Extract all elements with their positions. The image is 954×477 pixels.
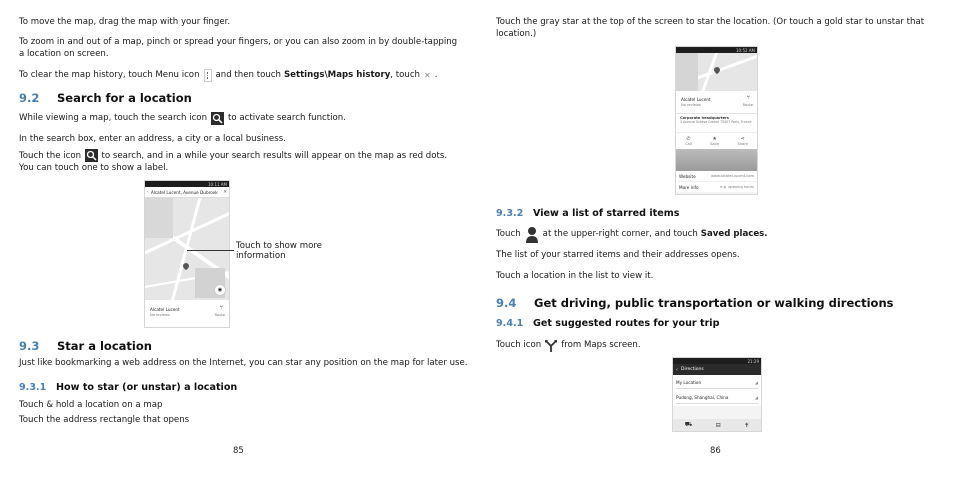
save-button[interactable]: ★ Save	[710, 136, 720, 146]
para-address-rect: Touch the address rectangle that opens	[19, 415, 190, 425]
para-move-map: To move the map, drag the map with your finger.	[19, 17, 231, 27]
heading-9-2: 9.2 Search for a location	[19, 91, 192, 105]
para-list-opens: The list of your starred items and their addresses opens.	[496, 250, 740, 260]
para-touch-account: Touch at the upper-right corner, and touch Saved places.	[496, 226, 768, 244]
website-row[interactable]: Website www.alcatel-lucent.com	[676, 171, 757, 182]
status-bar: 21:29	[673, 358, 761, 364]
edit-icon: ◢	[754, 380, 758, 385]
star-icon: ★	[712, 136, 717, 142]
route-icon: ⑂	[219, 304, 223, 311]
close-icon: ✕	[424, 70, 431, 80]
heading-9-3: 9.3 Star a location	[19, 339, 152, 353]
from-field[interactable]: My Location ◢	[676, 377, 758, 389]
share-button[interactable]: ⋖ Share	[737, 136, 748, 146]
heading-9-3-2: 9.3.2 View a list of starred items	[496, 208, 680, 219]
map-view	[145, 198, 229, 300]
search-icon	[85, 149, 98, 162]
directions-header: ‹ Directions	[673, 364, 761, 375]
page-number: 85	[233, 446, 244, 456]
edit-icon: ◢	[754, 395, 758, 400]
para-gray-star: Touch the gray star at the top of the screen to star the location. (Or touch a gold star to unstar that location.)	[496, 17, 925, 39]
car-icon[interactable]: ⛟	[684, 421, 693, 428]
route-fields	[673, 375, 761, 406]
callout-line	[187, 250, 234, 251]
directions-icon	[544, 339, 558, 353]
back-icon[interactable]: ‹	[676, 366, 678, 373]
heading-9-4: 9.4 Get driving, public transportation or walking directions	[496, 296, 894, 310]
result-card: Alcatel Lucent No reviews ⑂ Route	[145, 300, 229, 328]
para-clear-history: To clear the map history, touch Menu icon and then touch Settings\Maps history , touch ✕ .	[19, 69, 464, 82]
place-card: Alcatel Lucent No reviews ⑂ Route	[676, 91, 757, 114]
page-number: 86	[710, 446, 721, 456]
call-button[interactable]: ✆ Call	[685, 136, 692, 146]
share-icon: ⋖	[740, 136, 745, 142]
place-details-screenshot	[675, 46, 758, 195]
search-icon	[211, 112, 224, 125]
heading-9-3-1: 9.3.1 How to star (or unstar) a location	[19, 382, 238, 393]
back-icon: ‹	[147, 189, 149, 195]
route-icon: ⑂	[746, 94, 750, 101]
status-bar: 10:52 AM	[676, 47, 757, 53]
para-view-location: Touch a location in the list to view it.	[496, 271, 654, 281]
hq-section: Corporate headquarters 3 Avenue Octave Greard 75007 Paris, France	[676, 114, 757, 132]
para-zoom: To zoom in and out of a map, pinch or spread your fingers, or you can also zoom in by double-tapping a location on screen.	[19, 37, 458, 59]
map-view	[676, 53, 757, 91]
phone-icon: ✆	[686, 136, 691, 142]
street-view-image	[676, 149, 757, 171]
para-star: Just like bookmarking a web address on the Internet, you can star any position on the map for later use.	[19, 358, 468, 368]
to-field[interactable]: Pudong, Shanghai, China ◢	[676, 392, 758, 404]
my-location-icon: ◉	[214, 284, 226, 296]
menu-icon	[204, 69, 212, 82]
directions-screenshot	[672, 357, 762, 432]
person-icon	[525, 226, 539, 244]
bus-icon[interactable]: ⊟	[715, 421, 721, 429]
para-touch-icon: Touch the icon to search, and in a while your search results will appear on the map as red dots. You can touch one to show a label.	[19, 151, 448, 173]
transport-mode-tabs	[673, 419, 761, 431]
search-bar: ‹ Alcatel Lucent, Avenue Dubrovk ✕	[145, 187, 229, 198]
para-search-box: In the search box, enter an address, a city or a local business.	[19, 134, 286, 144]
callout-label: Touch to show more information	[236, 241, 322, 261]
walk-icon[interactable]: ✝	[744, 421, 750, 429]
para-search: While viewing a map, touch the search icon to activate search function.	[19, 112, 346, 125]
action-row	[676, 132, 757, 149]
search-result-screenshot	[144, 180, 230, 328]
status-bar: 10:11 AM	[145, 181, 229, 187]
para-touch-route: Touch icon from Maps screen.	[496, 339, 641, 353]
heading-9-4-1: 9.4.1 Get suggested routes for your trip	[496, 318, 720, 329]
para-touch-hold: Touch & hold a location on a map	[19, 400, 163, 410]
map-pin-icon	[182, 262, 190, 270]
close-icon: ✕	[223, 189, 227, 195]
more-info-row[interactable]: More info e.g. opening hours	[676, 182, 757, 192]
